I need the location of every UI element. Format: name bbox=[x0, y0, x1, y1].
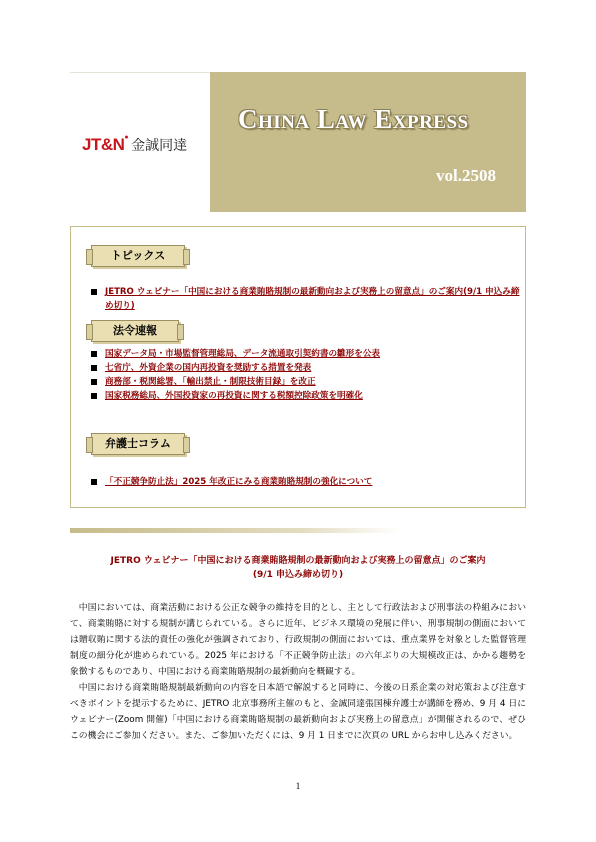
volume-number: vol.2508 bbox=[436, 166, 496, 185]
section-heading-lawyer-column: 弁護士コラム bbox=[91, 433, 185, 455]
article-title-line-1: JETRO ウェビナー「中国における商業賄賂規制の最新動向および実務上の留意点」のご案内 bbox=[110, 556, 486, 566]
logo-mark: JT&N● bbox=[82, 134, 129, 154]
law-news-list bbox=[91, 347, 380, 403]
page-number: 1 bbox=[295, 781, 301, 791]
toc-link-data-contract[interactable]: 国家データ局・市場監督管理総局、データ流通取引契約書の雛形を公表 bbox=[91, 347, 380, 361]
logo-panel bbox=[70, 72, 210, 213]
toc-link-tax-credit[interactable]: 国家税務総局、外国投資家の再投資に関する税額控除政策を明確化 bbox=[91, 389, 380, 403]
article-paragraph: 中国においては、商業活動における公正な競争の維持を目的とし、主として行政法および刑事法の枠組みにおいて、商業賄賂に対する規制が講じられている。さらに近年、ビジネス環境の発展に伴い、刑事規制の側面においては贈収賄に関する法的責任の強化が強調されており、行政規制の側面においては、重点業界を対象とした監督管理制度の細分化が進められている。2025 年における「不正競争防止法」の六年ぶりの大規模改正は、かかる趨勢を象徴するものであり、中国における商業賄賂規制の最新動向を概観する。 bbox=[70, 603, 526, 677]
title-panel bbox=[210, 72, 526, 212]
toc-link-jetro-webinar[interactable]: JETRO ウェビナー「中国における商業賄賂規制の最新動向および実務上の留意点」のご案内(9/1 申込み締め切り) bbox=[91, 285, 525, 313]
toc-link-unfair-competition-column[interactable]: 「不正競争防止法」2025 年改正にみる商業賄賂規制の強化について bbox=[91, 475, 372, 489]
toc-link-export-catalog[interactable]: 商務部・税関総署、「輸出禁止・制限技術目録」を改正 bbox=[91, 375, 380, 389]
toc-link-reinvestment-measures[interactable]: 七省庁、外資企業の国内再投資を奨励する措置を発表 bbox=[91, 361, 380, 375]
topics-list bbox=[91, 285, 525, 313]
table-of-contents bbox=[70, 226, 526, 508]
article-title bbox=[70, 554, 526, 582]
article-title-line-2: (9/1 申込み締め切り) bbox=[252, 570, 344, 580]
company-logo bbox=[82, 135, 187, 155]
newsletter-header bbox=[70, 72, 526, 212]
article-paragraph: 中国における商業賄賂規制最新動向の内容を日本語で解説すると同時に、今後の日系企業の対応策および注意すべきポイントを提示するために、JETRO 北京事務所主催のもと、金誠同達張国棟弁護士が講師を務め、9 月 4 日にウェビナー(Zoom 開催)「中国における商業賄賂規制の最新動向および実務上の留意点」が開催されるので、ぜひこの機会にご参加ください。また、ご参加いただくには、9 月 1 日までに次頁の URL からお申し込みください。 bbox=[70, 683, 526, 741]
article-body bbox=[70, 600, 526, 744]
section-heading-topics: トピックス bbox=[91, 245, 185, 267]
section-heading-law-news: 法令速報 bbox=[91, 320, 179, 342]
lawyer-column-list bbox=[91, 475, 372, 489]
section-divider bbox=[70, 528, 400, 533]
newsletter-title: China Law Express bbox=[238, 104, 469, 134]
logo-name: 金誠同達 bbox=[131, 138, 188, 154]
